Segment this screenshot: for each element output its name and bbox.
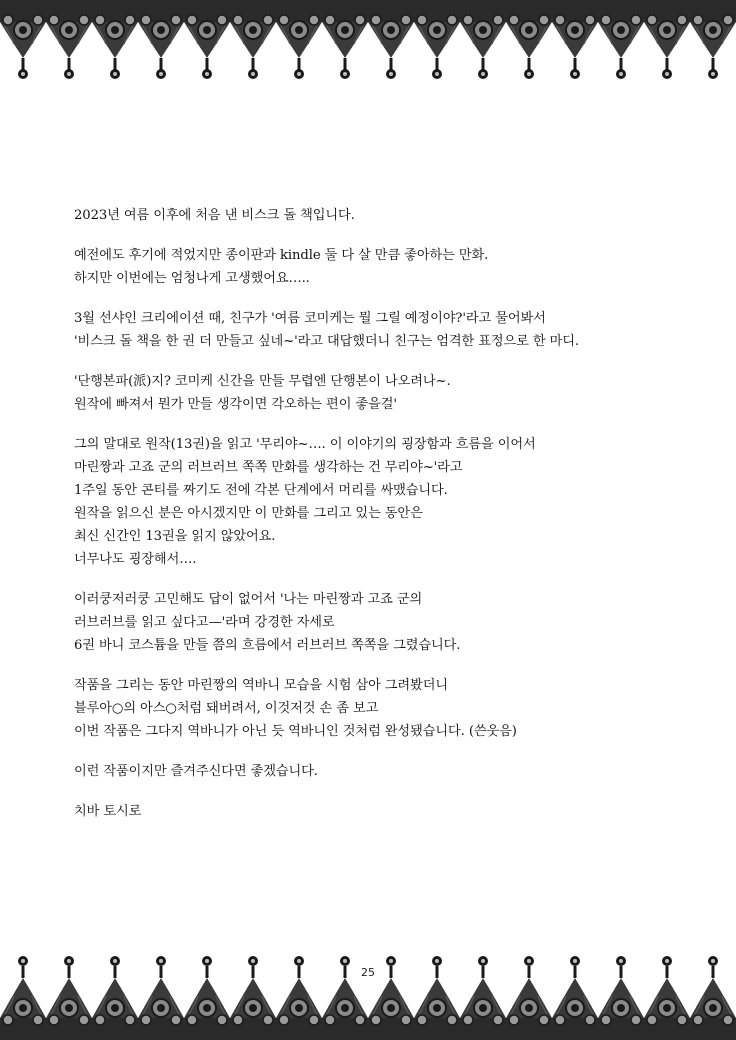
text-line: 마린짱과 고죠 군의 러브러브 쪽쪽 만화를 생각하는 건 무리야~'라고 (74, 460, 463, 475)
paragraph (74, 244, 694, 290)
text-line: 예전에도 후기에 적었지만 종이판과 kindle 둘 다 살 만큼 좋아하는 만화. (74, 248, 489, 263)
paragraph (74, 204, 694, 227)
text-line: 블루아○의 아스○처럼 돼버려서, 이것저것 손 좀 보고 (74, 701, 379, 716)
paragraph (74, 433, 694, 571)
text-line: 1주일 동안 콘티를 짜기도 전에 각본 단계에서 머리를 싸맸습니다. (74, 483, 448, 498)
text-line: 이러쿵저러쿵 고민해도 답이 없어서 '나는 마린짱과 고죠 군의 (74, 592, 423, 607)
text-line: 이런 작품이지만 즐겨주신다면 좋겠습니다. (74, 764, 318, 779)
text-line: 원작을 읽으신 분은 아시겠지만 이 만화를 그리고 있는 동안은 (74, 506, 423, 521)
paragraph (74, 760, 694, 783)
paragraph (74, 800, 694, 823)
text-line: 원작에 빠져서 뭔가 만들 생각이면 각오하는 편이 좋을걸' (74, 397, 397, 412)
text-line: 그의 말대로 원작(13권)을 읽고 '무리야~…. 이 이야기의 굉장함과 흐름을 이어서 (74, 437, 536, 452)
bottom-lace-border (0, 948, 736, 1040)
paragraph (74, 370, 694, 416)
text-line: '비스크 돌 책을 한 권 더 만들고 싶네~'라고 대답했더니 친구는 엄격한 표정으로 한 마디. (74, 334, 580, 349)
text-line: 이번 작품은 그다지 역바니가 아닌 듯 역바니인 것처럼 완성됐습니다. (쓴웃음) (74, 724, 517, 739)
text-line: 러브러브를 읽고 싶다고—'라며 강경한 자세로 (74, 615, 335, 630)
text-line: 최신 신간인 13권을 읽지 않았어요. (74, 529, 276, 544)
top-lace-border (0, 0, 736, 90)
text-line: '단행본파(派)지? 코미케 신간을 만들 무렵엔 단행본이 나오려나~. (74, 374, 451, 389)
paragraph (74, 674, 694, 743)
text-line: 너무나도 굉장해서…. (74, 552, 197, 567)
paragraph (74, 588, 694, 657)
afterword-text (74, 204, 694, 840)
text-line: 하지만 이번에는 엄청나게 고생했어요….. (74, 271, 310, 286)
text-line: 치바 토시로 (74, 804, 142, 819)
text-line: 3월 선샤인 크리에이션 때, 친구가 '여름 코미케는 뭘 그릴 예정이야?'라고 물어봐서 (74, 311, 546, 326)
paragraph (74, 307, 694, 353)
text-line: 6권 바니 코스튬을 만들 쯤의 흐름에서 러브러브 쪽쪽을 그렸습니다. (74, 638, 461, 653)
text-line: 2023년 여름 이후에 처음 낸 비스크 돌 책입니다. (74, 208, 355, 223)
text-line: 작품을 그리는 동안 마린짱의 역바니 모습을 시험 삼아 그려봤더니 (74, 678, 448, 693)
page-number: 25 (361, 966, 375, 979)
